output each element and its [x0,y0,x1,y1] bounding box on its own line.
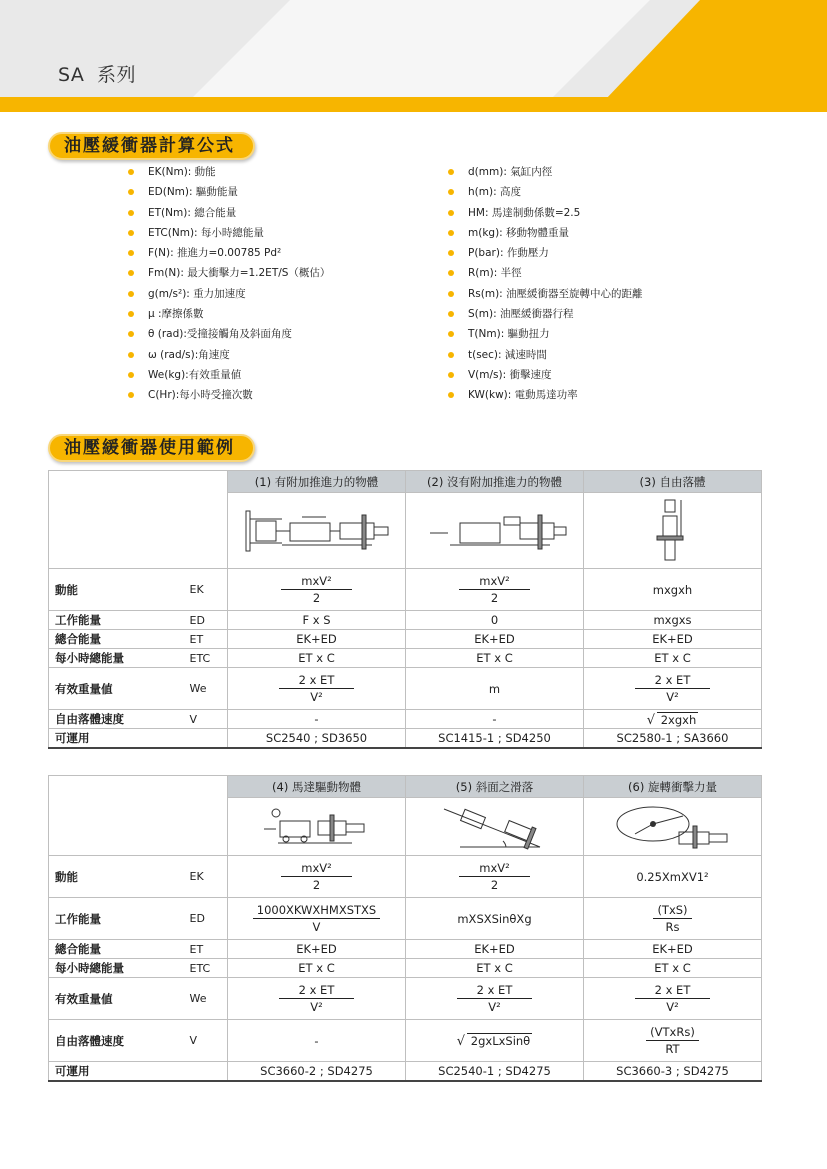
formula-text: ETC(Nm): 每小時總能量 [148,226,264,239]
row-fall-velocity [49,1020,762,1062]
cell [228,856,406,898]
cell: ET x C [228,959,406,978]
numerator: 2 x ET [635,672,711,689]
cell [584,668,762,710]
formula-item [448,304,643,324]
cell [228,898,406,940]
diagram-incline-slide [406,798,584,856]
row-label: 可運用 [49,729,186,748]
row-symbol [186,1062,228,1081]
cell: - [228,1020,406,1062]
denominator: 2 [490,591,499,605]
cell [406,856,584,898]
bullet-icon [128,352,134,358]
row-symbol: V [186,1020,228,1062]
row-symbol [186,729,228,748]
page-title [58,60,136,87]
cell: SC3660-2 ; SD4275 [228,1062,406,1081]
row-hourly-energy [49,959,762,978]
bullet-icon [448,230,454,236]
bullet-icon [448,331,454,337]
denominator: Rs [665,920,680,934]
denominator: 2 [312,591,321,605]
formula-item [128,385,330,405]
cell [228,978,406,1020]
row-symbol: EK [186,856,228,898]
radicand: 2gxLxSinθ [467,1033,532,1048]
formula-text: F(N): 推進力=0.00785 Pd² [148,247,282,260]
formula-text: m(kg): 移動物體重量 [468,226,570,239]
numerator: mxV² [459,860,530,877]
column-header: (5) 斜面之滑落 [406,776,584,798]
cell: SC2540 ; SD3650 [228,729,406,748]
table-header-row [49,776,762,798]
cell: ET x C [406,649,584,668]
formula-text: KW(kw): 電動馬達功率 [468,389,578,402]
cell: ET x C [228,649,406,668]
bullet-icon [128,230,134,236]
row-label: 自由落體速度 [49,1020,186,1062]
table-corner [49,471,228,569]
page-header [0,0,827,115]
cell: ET x C [584,649,762,668]
bullet-icon [448,352,454,358]
formula-text: We(kg):有效重量値 [148,368,242,381]
formula-text: EK(Nm): 動能 [148,166,216,178]
cell: SC2580-1 ; SA3660 [584,729,762,748]
bullet-icon [128,311,134,317]
square-root: √ 2gxLxSinθ [456,1034,531,1049]
formula-text: d(mm): 氣缸内徑 [468,166,553,178]
row-symbol: We [186,668,228,710]
row-drive-energy [49,898,762,940]
formula-item [448,203,643,223]
denominator: RT [665,1042,680,1056]
formula-text: ED(Nm): 驅動能量 [148,186,238,199]
bullet-icon [448,372,454,378]
header-yellow-bar [0,97,827,112]
formula-item [448,162,643,182]
row-kinetic-energy [49,569,762,611]
column-header: (4) 馬達驅動物體 [228,776,406,798]
formula-item [128,263,330,283]
formula-item [448,284,643,304]
formula-item [448,263,643,283]
bullet-icon [128,210,134,216]
formula-text: h(m): 高度 [468,186,521,199]
row-label: 動能 [49,569,186,611]
bullet-icon [448,169,454,175]
formula-text: Rs(m): 油壓緩衝器至旋轉中心的距離 [468,287,643,300]
cell [228,569,406,611]
row-effective-weight [49,978,762,1020]
bullet-icon [128,291,134,297]
row-label: 有效重量値 [49,978,186,1020]
denominator: V² [488,1000,501,1014]
diagram-motor-drive [228,798,406,856]
diagram-free-object [406,493,584,569]
formula-item [128,162,330,182]
formula-text: HM: 馬達制動係數=2.5 [468,206,581,219]
formula-item [448,324,643,344]
row-symbol: ED [186,898,228,940]
cell [406,978,584,1020]
formula-item [128,345,330,365]
numerator: 2 x ET [457,982,533,999]
formula-text: θ (rad):受撞接觸角及斜面角度 [148,328,292,341]
diagram-rotation-impact [584,798,762,856]
row-label: 每小時總能量 [49,649,186,668]
row-label: 每小時總能量 [49,959,186,978]
row-symbol: We [186,978,228,1020]
formula-text: Fm(N): 最大衝擊力=1.2ET/S（概估） [148,267,331,280]
table-header-row [49,471,762,493]
cell: - [228,710,406,729]
numerator: 2 x ET [635,982,711,999]
cell: EK+ED [228,630,406,649]
cell: EK+ED [584,630,762,649]
denominator: 2 [312,878,321,892]
cell [406,1020,584,1062]
cell [584,898,762,940]
cell: SC1415-1 ; SD4250 [406,729,584,748]
cell: - [406,710,584,729]
numerator: mxV² [459,573,530,590]
square-root: √ 2xgxh [646,712,697,728]
cell: EK+ED [406,940,584,959]
radicand: 2xgxh [657,712,699,727]
bullet-icon [448,311,454,317]
row-label: 可運用 [49,1062,186,1081]
row-label: 工作能量 [49,611,186,630]
denominator: V² [666,690,679,704]
denominator: V [312,920,321,934]
numerator: mxV² [281,573,352,590]
series-suffix: 系列 [96,64,136,86]
bullet-icon [448,189,454,195]
cell: mXSXSinθXg [406,898,584,940]
row-label: 工作能量 [49,898,186,940]
row-symbol: EK [186,569,228,611]
formula-item [128,304,330,324]
diagram-cylinder-push [228,493,406,569]
formula-item [128,324,330,344]
cell: mxgxh [584,569,762,611]
numerator: (VTxRs) [646,1024,699,1041]
cell [584,1020,762,1062]
cell: m [406,668,584,710]
row-applicable-models [49,729,762,748]
bullet-icon [128,270,134,276]
formula-item [128,203,330,223]
bullet-icon [128,189,134,195]
cell [584,978,762,1020]
formula-text: V(m/s): 衝擊速度 [468,368,552,381]
formula-text: g(m/s²): 重力加速度 [148,287,246,300]
column-header: (3) 自由落體 [584,471,762,493]
row-symbol: ET [186,940,228,959]
formula-item [448,345,643,365]
numerator: 2 x ET [279,982,355,999]
formula-item [448,223,643,243]
denominator: V² [310,690,323,704]
formula-item [448,243,643,263]
row-symbol: ETC [186,649,228,668]
column-header: (1) 有附加推進力的物體 [228,471,406,493]
formula-text: t(sec): 減速時間 [468,348,547,361]
bullet-icon [448,210,454,216]
cell: EK+ED [584,940,762,959]
column-header: (2) 沒有附加推進力的物體 [406,471,584,493]
denominator: 2 [490,878,499,892]
row-kinetic-energy [49,856,762,898]
examples-table-1 [48,470,762,749]
table-corner [49,776,228,856]
cell [406,569,584,611]
cell: mxgxs [584,611,762,630]
row-label: 總合能量 [49,630,186,649]
formula-item [448,182,643,202]
formula-item [448,385,643,405]
cell: EK+ED [228,940,406,959]
section-title-examples: 油壓緩衝器使用範例 [48,434,255,462]
bullet-icon [128,250,134,256]
row-symbol: ED [186,611,228,630]
row-symbol: V [186,710,228,729]
diagram-free-fall [584,493,762,569]
examples-table-2 [48,775,762,1082]
bullet-icon [448,270,454,276]
numerator: 1000XKWXHMXSTXS [253,902,380,919]
bullet-icon [448,250,454,256]
row-symbol: ETC [186,959,228,978]
cell: 0.25XmXV1² [584,856,762,898]
formula-list-right [448,162,643,406]
formula-item [128,223,330,243]
formula-text: S(m): 油壓緩衝器行程 [468,308,574,321]
formula-text: C(Hr):每小時受撞次數 [148,389,253,402]
denominator: V² [666,1000,679,1014]
row-symbol: ET [186,630,228,649]
row-total-energy [49,940,762,959]
formula-item [128,243,330,263]
cell: EK+ED [406,630,584,649]
numerator: (TxS) [653,902,691,919]
cell [584,710,762,729]
row-label: 自由落體速度 [49,710,186,729]
numerator: mxV² [281,860,352,877]
section-title-formulas: 油壓緩衝器計算公式 [48,132,255,160]
bullet-icon [128,169,134,175]
cell: SC3660-3 ; SD4275 [584,1062,762,1081]
cell: F x S [228,611,406,630]
cell [228,668,406,710]
row-total-energy [49,630,762,649]
formula-text: R(m): 半徑 [468,267,522,280]
formula-text: ET(Nm): 總合能量 [148,206,237,219]
bullet-icon [128,392,134,398]
cell: ET x C [584,959,762,978]
row-hourly-energy [49,649,762,668]
numerator: 2 x ET [279,672,355,689]
denominator: V² [310,1000,323,1014]
formula-item [128,365,330,385]
formula-list-left [128,162,330,406]
row-label: 總合能量 [49,940,186,959]
formula-text: T(Nm): 驅動扭力 [468,328,550,341]
bullet-icon [128,372,134,378]
row-applicable-models [49,1062,762,1081]
formula-item [448,365,643,385]
row-label: 有效重量値 [49,668,186,710]
cell: ET x C [406,959,584,978]
row-fall-velocity [49,710,762,729]
bullet-icon [448,291,454,297]
row-label: 動能 [49,856,186,898]
bullet-icon [448,392,454,398]
row-effective-weight [49,668,762,710]
cell: SC2540-1 ; SD4275 [406,1062,584,1081]
formula-item [128,284,330,304]
column-header: (6) 旋轉衝擊力量 [584,776,762,798]
row-drive-energy [49,611,762,630]
formula-text: P(bar): 作動壓力 [468,247,549,260]
cell: 0 [406,611,584,630]
formula-text: μ :摩擦係數 [148,308,204,321]
series-name: SA [58,64,85,86]
formula-item [128,182,330,202]
formula-text: ω (rad/s):角速度 [148,348,230,361]
bullet-icon [128,331,134,337]
